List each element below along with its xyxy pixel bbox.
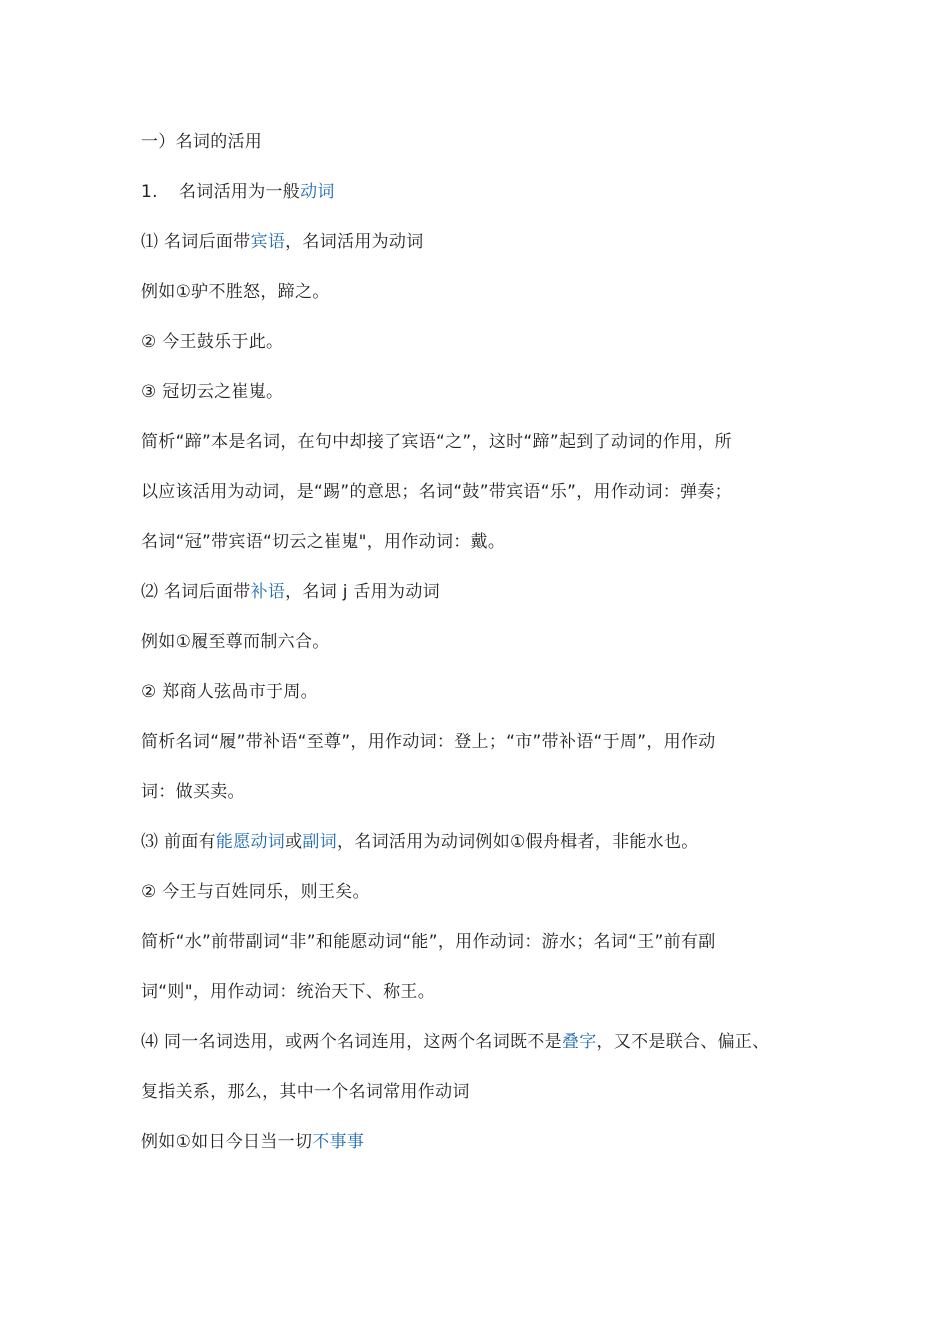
rule-4-post: ，又不是联合、偏正、: [596, 1032, 770, 1052]
rule-4: [141, 1030, 821, 1054]
rule-1: [141, 230, 821, 254]
rule-3-mid: 或: [285, 832, 303, 852]
link-bushishi[interactable]: 不事事: [312, 1132, 365, 1152]
rule-2: [141, 580, 821, 604]
rule-1-pre: ⑴ 名词后面带: [141, 232, 251, 252]
rule-1-post: ，名词活用为动词: [285, 232, 424, 252]
link-complement[interactable]: 补语: [250, 582, 286, 602]
rule-2-post: ，名词 j 舌用为动词: [285, 582, 440, 602]
example-1-3: ③ 冠切云之崔嵬。: [141, 382, 284, 402]
subsection-text: 名词活用为一般: [179, 182, 301, 202]
rule-3-pre: ⑶ 前面有: [141, 832, 216, 852]
analysis-1-line-1: 简析“蹄”本是名词，在句中却接了宾语“之”，这时“蹄”起到了动词的作用，所: [141, 432, 732, 452]
rule-4-pre: ⑷ 同一名词迭用，或两个名词连用，这两个名词既不是: [141, 1032, 562, 1052]
link-modal-verb[interactable]: 能愿动词: [215, 832, 286, 852]
example-2-2: ② 郑商人弦咼市于周。: [141, 682, 318, 702]
analysis-3-line-2: 词“则"，用作动词：统治天下、称王。: [141, 982, 436, 1002]
section-heading: [141, 130, 821, 154]
example-4-1-pre: 例如①如日今日当一切: [141, 1132, 313, 1152]
subsection-number: 1.: [141, 182, 158, 202]
analysis-2-line-1: 简析名词“履”带补语“至尊”，用作动词：登上；“市”带补语“于周”，用作动: [141, 732, 716, 752]
example-1-1: 例如①驴不胜怒，蹄之。: [141, 282, 330, 302]
example-2-1: 例如①履至尊而制六合。: [141, 632, 330, 652]
link-object[interactable]: 宾语: [250, 232, 286, 252]
rule-2-pre: ⑵ 名词后面带: [141, 582, 251, 602]
rule-4-line-2: 复指关系，那么，其中一个名词常用作动词: [141, 1082, 470, 1102]
example-4-1: [141, 1130, 821, 1154]
example-3-2: ② 今王与百姓同乐，则王矣。: [141, 882, 370, 902]
rule-3: [141, 830, 821, 854]
analysis-3-line-1: 简析“水”前带副词“非”和能愿动词“能”，用作动词：游水；名词“王”前有副: [141, 932, 716, 952]
example-1-2: ② 今王鼓乐于此。: [141, 332, 284, 352]
subsection-title: [141, 180, 821, 204]
analysis-1-line-3: 名词“冠”带宾语“切云之崔嵬"，用作动词：戴。: [141, 532, 506, 552]
heading-text: 一）名词的活用: [141, 132, 263, 152]
rule-3-post: ，名词活用为动词例如①假舟楫者，非能水也。: [337, 832, 699, 852]
link-adverb[interactable]: 副词: [302, 832, 338, 852]
link-reduplication[interactable]: 叠字: [561, 1032, 597, 1052]
link-verb[interactable]: 动词: [300, 182, 335, 202]
analysis-1-line-2: 以应该活用为动词，是“踢”的意思；名词“鼓”带宾语“乐”，用作动词：弹奏；: [141, 482, 732, 502]
analysis-2-line-2: 词：做买卖。: [141, 782, 245, 802]
